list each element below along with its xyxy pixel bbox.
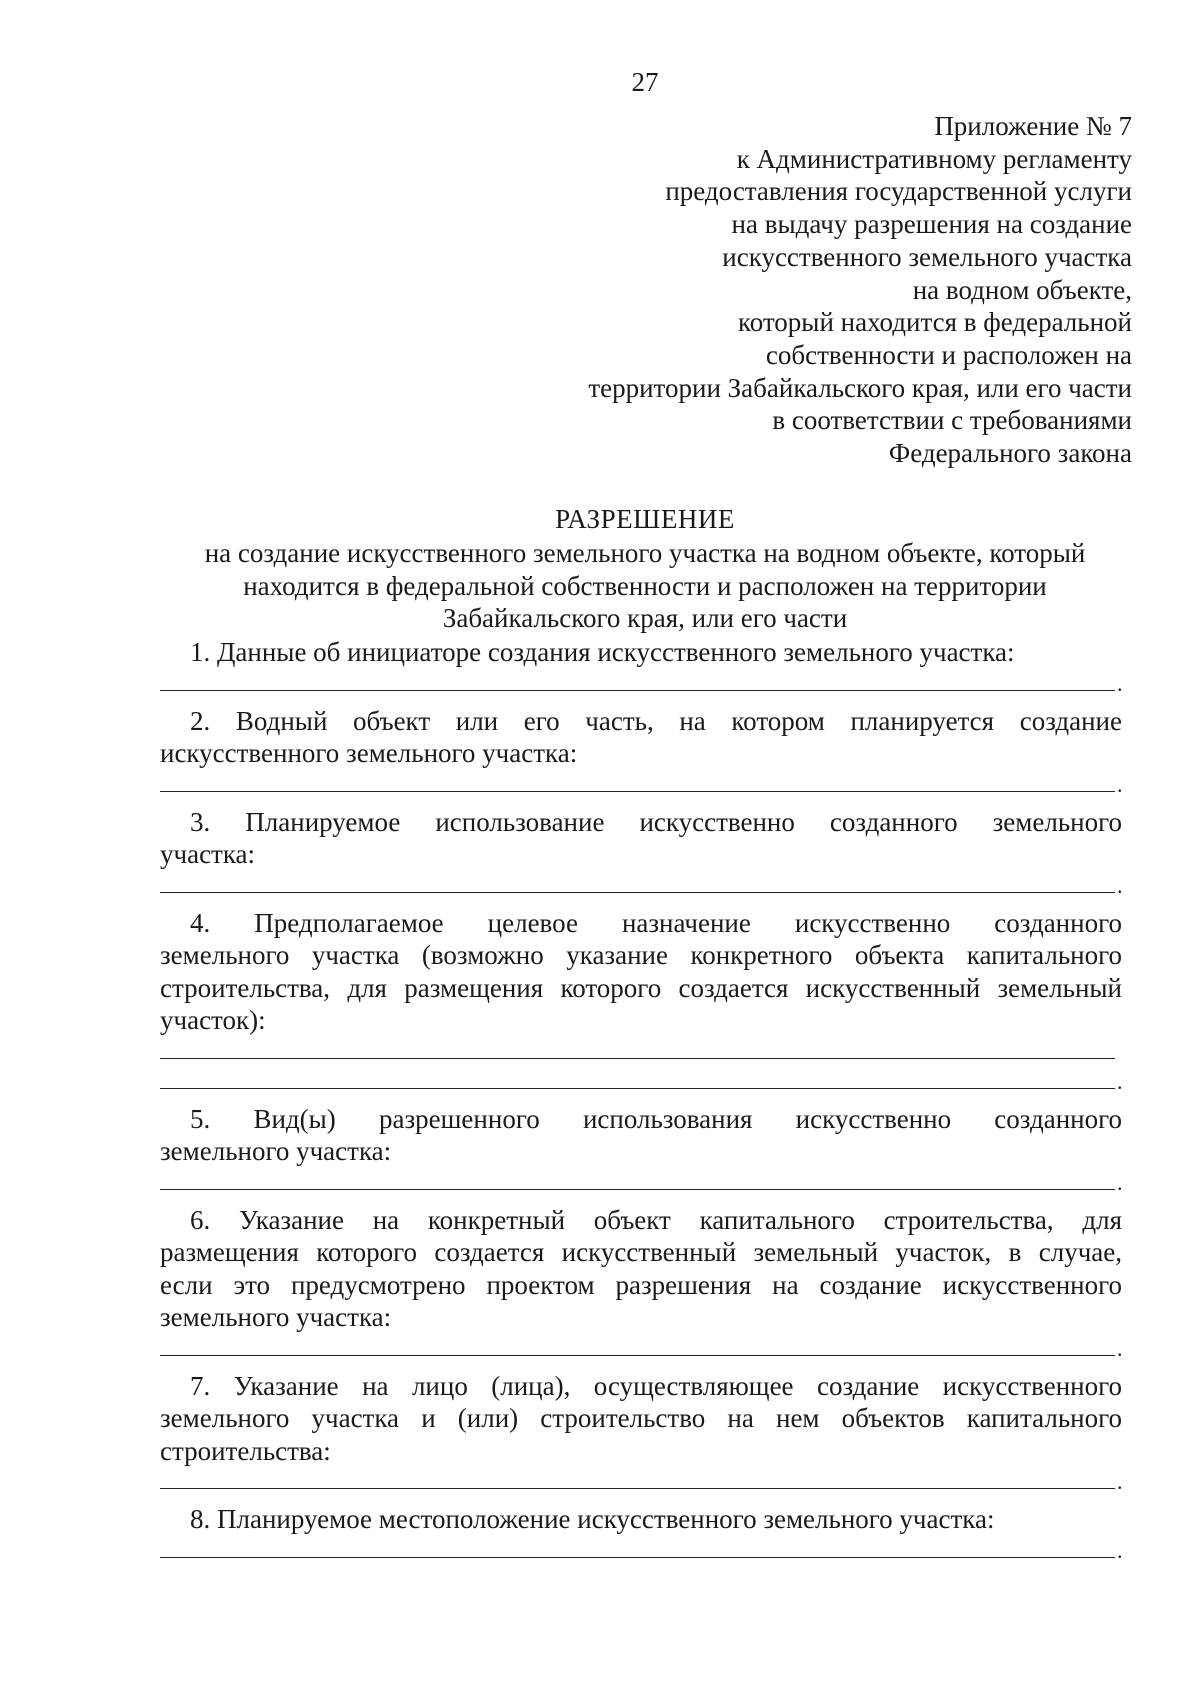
form-item-label-line: 2. Водный объект или его часть, на котором планируется создание [190,705,1122,736]
form-item-label-line: 1. Данные об инициаторе создания искусственного земельного участка: [190,637,1015,667]
fill-in-line[interactable] [160,1536,1122,1566]
form-item-label [160,806,1122,871]
fill-in-line[interactable] [160,1067,1122,1097]
form-item-3 [160,806,1122,901]
form-items [160,636,1122,1566]
blank-underline [160,690,1115,691]
form-item-5 [160,1103,1122,1198]
fill-terminator: . [1117,1335,1123,1361]
form-item-label-line: 5. Вид(ы) разрешенного использования искусственно созданного [190,1103,1122,1134]
form-item-label [160,636,1122,669]
fill-in-line[interactable] [160,669,1122,699]
form-item-label-line: земельного участка: [160,1302,392,1332]
blank-underline [160,1557,1115,1558]
form-item-label-line: 7. Указание на лицо (лица), осуществляющее создание искусственного [190,1370,1122,1401]
fill-in-line[interactable] [160,1168,1122,1198]
blank-underline [160,1088,1115,1089]
appendix-line: на водном объекте, [912,274,1132,305]
form-item-label-line: размещения которого создается искусственный земельный участок, в случае, [160,1237,1122,1267]
appendix-line: искусственного земельного участка [722,241,1132,272]
fill-terminator: . [1117,771,1123,797]
subtitle-line: Забайкальского края, или его части [442,603,848,633]
form-item-label-line: 8. Планируемое местоположение искусственного земельного участка: [190,1504,995,1534]
fill-terminator: . [1117,1469,1123,1494]
form-item-7 [160,1370,1122,1498]
blank-underline [160,1355,1115,1356]
fill-terminator: . [1117,1169,1123,1195]
form-item-label-line: 3. Планируемое использование искусственно созданного земельного [190,806,1122,837]
appendix-line: на выдачу разрешения на создание [731,209,1132,240]
blank-underline [160,1189,1115,1190]
blank-underline [160,1488,1115,1489]
fill-terminator: . [1117,1068,1123,1094]
form-item-1 [160,636,1122,699]
appendix-line: который находится в федеральной [737,307,1132,338]
form-item-label [160,907,1122,1037]
form-item-label [160,1103,1122,1168]
fill-in-line[interactable] [160,770,1122,800]
appendix-line: предоставления государственной услуги [665,176,1132,207]
form-item-label-line: строительства: [160,1435,331,1466]
form-item-label-line: земельного участка и (или) строительство на нем объектов капитального [160,1403,1122,1433]
form-item-4 [160,907,1122,1097]
fill-in-line[interactable] [160,1334,1122,1364]
form-item-label-line: земельного участка: [160,1136,392,1166]
fill-terminator: . [1117,872,1123,898]
form-item-label-line: строительства, для размещения которого создается искусственный земельный [160,972,1122,1003]
form-item-label-line: если это предусмотрено проектом разрешения на создание искусственного [160,1269,1122,1300]
blank-underline [160,892,1115,893]
form-item-label [160,1503,1122,1536]
subtitle-line: находится в федеральной собственности и расположен на территории [243,570,1047,601]
form-item-label-line: участок): [160,1005,266,1035]
fill-terminator: . [1117,1537,1123,1563]
appendix-line: к Административному регламенту [736,143,1132,174]
document-subtitle [160,537,1130,635]
form-item-label [160,1370,1122,1468]
form-item-label-line: участка: [160,839,256,869]
form-item-label-line: земельного участка (возможно указание конкретного объекта капитального [160,940,1122,970]
fill-in-line[interactable] [160,1037,1122,1067]
form-item-6 [160,1204,1122,1364]
form-item-label-line: 6. Указание на конкретный объект капитального строительства, для [190,1204,1122,1235]
appendix-line: в соответствии с требованиями [772,405,1132,436]
appendix-line: собственности и расположен на [765,339,1132,370]
appendix-line: Приложение № 7 [934,111,1132,141]
page-number: 27 [631,67,659,97]
appendix-line: Федерального закона [888,438,1132,469]
blank-underline [160,791,1115,792]
form-item-label [160,705,1122,770]
fill-terminator: . [1117,670,1123,696]
blank-underline [160,1058,1115,1059]
form-item-8 [160,1503,1122,1566]
form-item-label-line: искусственного земельного участка: [160,738,578,768]
form-item-label [160,1204,1122,1334]
form-item-2 [160,705,1122,800]
document-title: РАЗРЕШЕНИЕ [555,504,735,534]
form-item-label-line: 4. Предполагаемое целевое назначение искусственно созданного [190,907,1122,938]
fill-in-line[interactable] [160,1467,1122,1497]
subtitle-line: на создание искусственного земельного участка на водном объекте, который [204,538,1086,568]
fill-in-line[interactable] [160,871,1122,901]
appendix-line: территории Забайкальского края, или его части [588,372,1132,403]
appendix-header [432,110,1132,470]
